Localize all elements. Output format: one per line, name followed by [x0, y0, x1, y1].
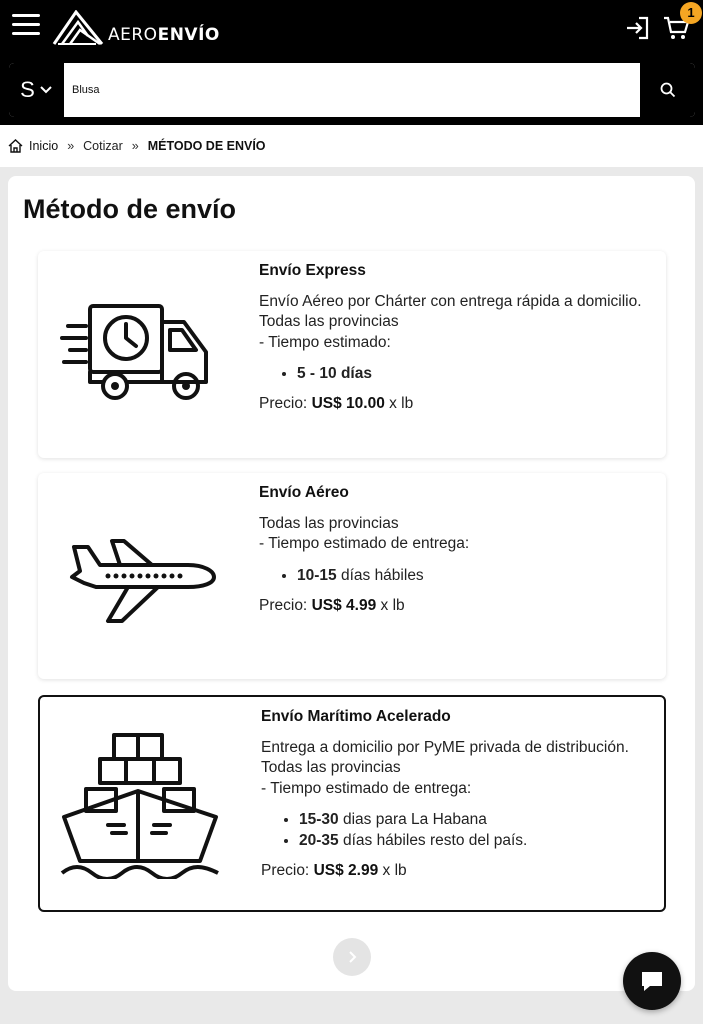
chevron-right-icon: [346, 950, 358, 964]
option-coverage: Todas las provincias: [259, 514, 399, 532]
login-icon[interactable]: [624, 14, 652, 42]
search-input[interactable]: [64, 63, 641, 117]
top-header: [0, 0, 703, 125]
option-time-label: - Tiempo estimado de entrega:: [261, 779, 472, 797]
brand-name: AEROENVÍO: [108, 25, 220, 45]
delivery-times: [259, 565, 650, 586]
search-category-select[interactable]: S: [9, 63, 64, 117]
breadcrumb-separator: »: [131, 139, 139, 153]
chat-button[interactable]: [623, 952, 681, 1010]
delivery-time-item: • 10-15 días hábiles: [297, 565, 650, 586]
option-price: Precio: US$ 4.99 x lb: [259, 596, 405, 614]
page-title: Método de envío: [23, 194, 237, 224]
breadcrumb-current: MÉTODO DE ENVÍO: [147, 139, 266, 153]
option-coverage: Todas las provincias: [259, 313, 399, 330]
breadcrumb-separator: »: [67, 139, 75, 153]
search-bar: [8, 62, 696, 118]
cargo-ship-icon: [60, 729, 220, 879]
chevron-down-icon: [39, 85, 53, 95]
option-name: Envío Aéreo: [259, 484, 349, 501]
option-time-label: - Tiempo estimado de entrega:: [259, 535, 470, 552]
delivery-truck-icon: [58, 296, 218, 416]
option-info: [259, 483, 650, 616]
carousel-next-button[interactable]: [333, 938, 371, 976]
shipping-option-air[interactable]: [38, 473, 666, 679]
breadcrumb-home[interactable]: Inicio: [8, 139, 58, 153]
airplane-icon: [58, 513, 218, 633]
delivery-time-item: • 20-35 días hábiles resto del país.: [299, 830, 648, 851]
option-info: [261, 707, 648, 882]
option-name: Envío Marítimo Acelerado: [261, 708, 451, 725]
delivery-times: [259, 363, 650, 384]
option-coverage: Todas las provincias: [261, 759, 401, 776]
brand-logo[interactable]: [52, 8, 220, 48]
option-description: Envío Aéreo por Chárter con entrega rápida a domicilio.: [259, 292, 642, 310]
option-name: Envío Express: [259, 262, 366, 279]
cart-count-badge: 1: [680, 2, 702, 24]
chat-bubble-icon: [638, 968, 666, 994]
delivery-times: [261, 809, 648, 851]
option-description: Entrega a domicilio por PyME privada de distribución.: [261, 738, 629, 756]
shipping-option-express[interactable]: [38, 251, 666, 458]
delivery-time-item: • 5 - 10 días: [297, 363, 650, 384]
logo-mark-icon: [52, 10, 104, 46]
delivery-time-item: • 15-30 dias para La Habana: [299, 809, 648, 830]
main-card: [8, 176, 695, 991]
search-icon: [660, 82, 676, 98]
option-price: Precio: US$ 10.00 x lb: [259, 395, 414, 412]
breadcrumb: [0, 125, 703, 167]
shipping-option-sea[interactable]: [38, 695, 666, 912]
search-button[interactable]: [640, 63, 695, 117]
home-icon: [8, 139, 23, 153]
breadcrumb-quote[interactable]: Cotizar: [83, 139, 123, 153]
option-price: Precio: US$ 2.99 x lb: [261, 862, 407, 879]
option-info: [259, 261, 650, 415]
option-time-label: - Tiempo estimado:: [259, 333, 391, 351]
menu-icon[interactable]: [12, 14, 40, 40]
